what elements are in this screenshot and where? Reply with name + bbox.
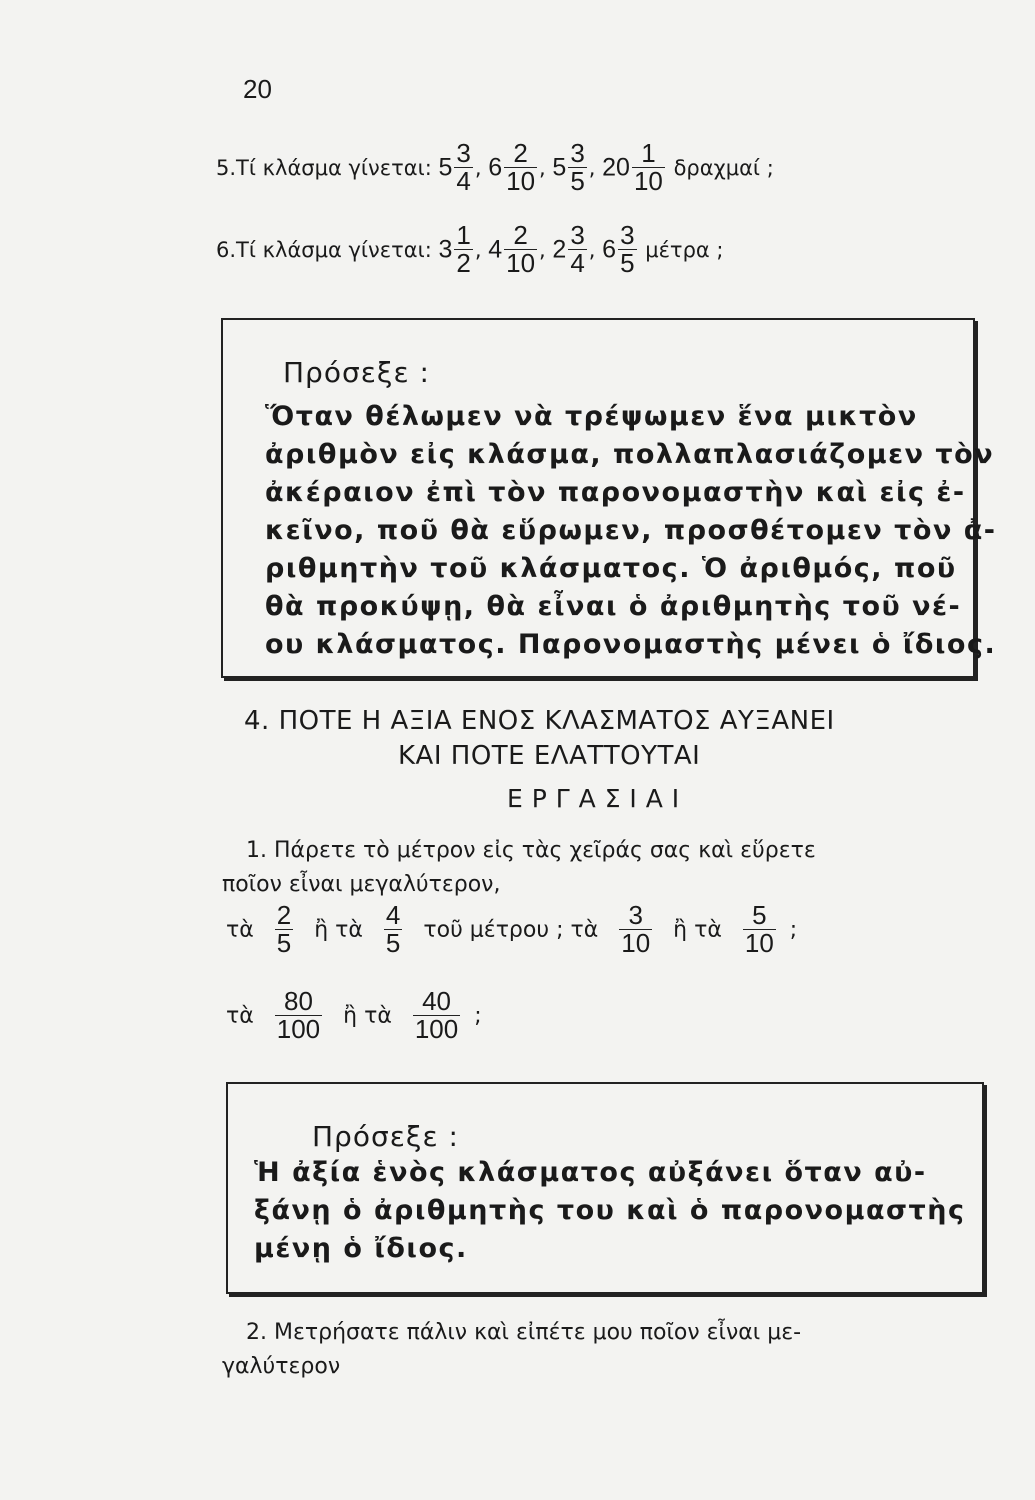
- page-number: 20: [243, 74, 272, 104]
- note-line: ριθμητὴν τοῦ κλάσματος. Ὁ ἀριθμός, ποῦ: [265, 553, 957, 584]
- fraction: [619, 902, 652, 958]
- numerator: 5: [752, 900, 767, 930]
- section-title-line-1: 4. ΠΟΤΕ Η ΑΞΙΑ ΕΝΟΣ ΚΛΑΣΜΑΤΟΣ ΑΥΞΑΝΕΙ: [244, 706, 835, 736]
- denominator: 4: [456, 166, 471, 197]
- note-line: ἀριθμὸν εἰς κλάσμα, πολλαπλασιάζομεν τὸν: [265, 439, 995, 470]
- task-1-fractions-row-2: [226, 988, 482, 1044]
- punctuation: ;: [789, 917, 798, 943]
- exercise-6: [216, 222, 724, 278]
- fraction: [384, 902, 402, 958]
- fraction: [632, 140, 665, 196]
- fraction: [504, 140, 537, 196]
- task-1-fractions-row-1: [226, 902, 797, 958]
- task-1-line-2: ποῖον εἶναι μεγαλύτερον,: [222, 872, 501, 897]
- note-body: [254, 1154, 966, 1268]
- note-title: Πρόσεξε :: [312, 1120, 459, 1153]
- denominator: 10: [633, 166, 663, 197]
- note-body: [265, 398, 997, 664]
- exercise-5: [216, 140, 774, 196]
- note-line: ἀκέραιον ἐπὶ τὸν παρονομαστὴν καὶ εἰς ἐ-: [265, 477, 966, 508]
- fraction: [568, 140, 586, 196]
- fraction: [568, 222, 586, 278]
- note-line: ου κλάσματος. Παρονομαστὴς μένει ὁ ἴδιος.: [265, 629, 997, 660]
- fraction: [618, 222, 636, 278]
- mixed-number-whole: 5: [552, 153, 567, 182]
- numerator: 1: [456, 220, 471, 250]
- note-line: θὰ προκύψῃ, θὰ εἶναι ὁ ἀριθμητὴς τοῦ νέ-: [265, 591, 962, 622]
- numerator: 40: [422, 986, 451, 1016]
- denominator: 5: [276, 928, 292, 959]
- mixed-number-whole: 6: [488, 153, 503, 182]
- numerator: 3: [628, 900, 643, 930]
- word: ἢ τὰ: [314, 917, 363, 943]
- word: τοῦ μέτρου ; τὰ: [423, 917, 599, 943]
- separator: ,: [539, 237, 546, 262]
- denominator: 10: [506, 166, 536, 197]
- exercise-5-lead: 5.Τί κλάσμα γίνεται:: [216, 155, 432, 180]
- numerator: 2: [276, 900, 292, 930]
- exercise-5-tail: δραχμαί ;: [673, 155, 774, 180]
- separator: ,: [474, 237, 482, 262]
- numerator: 3: [456, 138, 471, 168]
- mixed-number-whole: 4: [488, 235, 503, 264]
- numerator: 3: [620, 220, 635, 250]
- numerator: 2: [513, 220, 528, 250]
- denominator: 100: [414, 1014, 459, 1045]
- denominator: 5: [620, 248, 635, 279]
- fraction: [454, 222, 472, 278]
- punctuation: ;: [474, 1003, 482, 1029]
- note-title: Πρόσεξε :: [283, 356, 430, 389]
- denominator: 10: [621, 928, 651, 959]
- mixed-number-whole: 20: [602, 153, 630, 182]
- mixed-number-whole: 3: [438, 235, 453, 264]
- note-line: κεῖνο, ποῦ θὰ εὕρωμεν, προσθέτομεν τὸν ἀ-: [265, 515, 997, 546]
- mixed-number-whole: 5: [438, 153, 453, 182]
- task-1-line-1: 1. Πάρετε τὸ μέτρον εἰς τὰς χεῖράς σας καὶ εὕρετε: [246, 838, 816, 863]
- numerator: 3: [570, 138, 585, 168]
- denominator: 5: [385, 928, 401, 959]
- denominator: 4: [570, 248, 585, 279]
- section-title-line-2: ΚΑΙ ΠΟΤΕ ΕΛΑΤΤΟΥΤΑΙ: [398, 741, 701, 771]
- task-2-line-1: 2. Μετρήσατε πάλιν καὶ εἰπέτε μου ποῖον εἶναι με-: [246, 1320, 802, 1345]
- word: τὰ: [226, 917, 254, 943]
- numerator: 3: [570, 220, 585, 250]
- separator: ,: [539, 155, 546, 180]
- denominator: 100: [276, 1014, 321, 1045]
- denominator: 2: [456, 248, 471, 279]
- exercise-6-tail: μέτρα ;: [645, 237, 724, 262]
- numerator: 2: [513, 138, 528, 168]
- word: ἢ τὰ: [343, 1003, 392, 1029]
- task-2-line-2: γαλύτερον: [222, 1354, 341, 1379]
- note-line: ξάνῃ ὁ ἀριθμητὴς του καὶ ὁ παρονομαστὴς: [254, 1195, 966, 1226]
- word: τὰ: [226, 1003, 254, 1029]
- note-box-2: [226, 1082, 984, 1294]
- denominator: 5: [570, 166, 585, 197]
- mixed-number-whole: 6: [602, 235, 617, 264]
- denominator: 10: [744, 928, 774, 959]
- note-box-1: [221, 318, 997, 678]
- fraction: [275, 988, 322, 1044]
- separator: ,: [474, 155, 482, 180]
- mixed-number-whole: 2: [552, 235, 567, 264]
- numerator: 1: [641, 138, 656, 168]
- note-line: Ἡ ἀξία ἑνὸς κλάσματος αὐξάνει ὅταν αὐ-: [254, 1157, 927, 1188]
- separator: ,: [588, 237, 596, 262]
- note-line: Ὅταν θέλωμεν νὰ τρέψωμεν ἕνα μικτὸν: [265, 401, 918, 432]
- numerator: 80: [283, 986, 313, 1016]
- section-subtitle: Ε Ρ Γ Α Σ Ι Α Ι: [507, 784, 680, 813]
- note-line: μένῃ ὁ ἴδιος.: [254, 1233, 468, 1264]
- fraction: [275, 902, 293, 958]
- fraction: [743, 902, 776, 958]
- fraction: [413, 988, 460, 1044]
- separator: ,: [588, 155, 596, 180]
- denominator: 10: [506, 248, 536, 279]
- fraction: [454, 140, 472, 196]
- numerator: 4: [385, 900, 401, 930]
- word: ἢ τὰ: [673, 917, 722, 943]
- exercise-6-lead: 6.Τί κλάσμα γίνεται:: [216, 237, 432, 262]
- fraction: [504, 222, 537, 278]
